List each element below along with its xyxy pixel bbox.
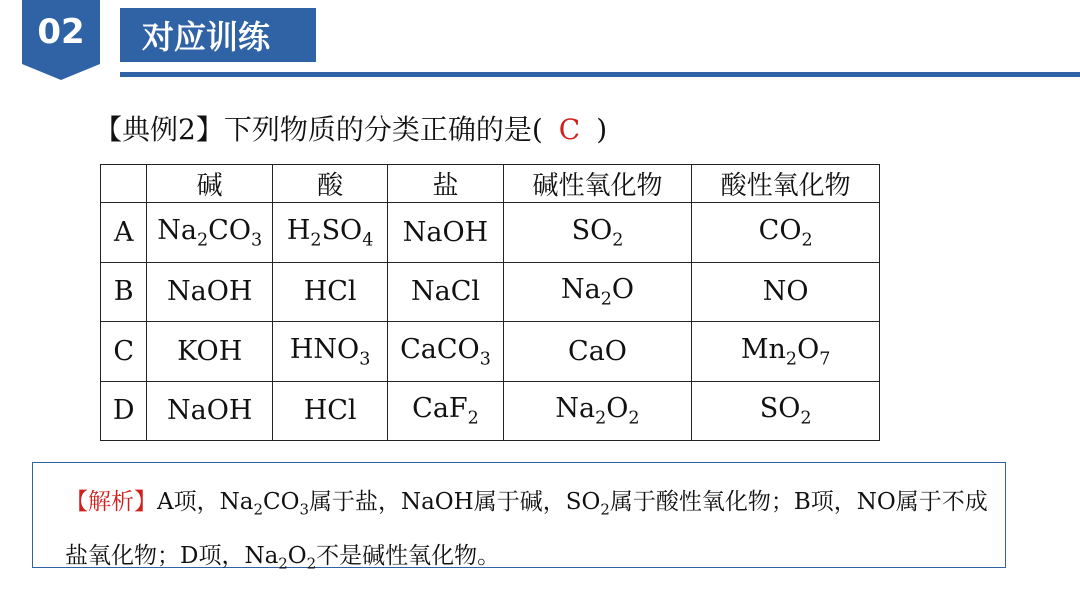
section-title: 对应训练 xyxy=(120,8,316,62)
table-row xyxy=(101,322,880,382)
option-label: D xyxy=(101,381,147,441)
table-cell: NO xyxy=(692,262,880,322)
table-cell: $HNO_3$ xyxy=(272,322,387,382)
table-cell: KOH xyxy=(147,322,273,382)
table-header-row xyxy=(101,165,880,203)
table-cell: HCl xyxy=(272,381,387,441)
table-body xyxy=(101,203,880,441)
table-cell: $CO_2$ xyxy=(692,203,880,263)
question-stem xyxy=(94,108,607,148)
header-divider xyxy=(120,72,1080,77)
question-prefix: 【典例2】下列物质的分类正确的是( xyxy=(94,113,543,146)
table-row xyxy=(101,203,880,263)
option-label: C xyxy=(101,322,147,382)
column-header: 碱 xyxy=(147,165,273,203)
table-cell: $Mn_2O_7$ xyxy=(692,322,880,382)
table-cell: NaCl xyxy=(388,262,503,322)
table-cell: $SO_2$ xyxy=(692,381,880,441)
table-cell: NaOH xyxy=(388,203,503,263)
table-cell: $Na_2O$ xyxy=(503,262,692,322)
table-cell: $Na_2CO_3$ xyxy=(147,203,273,263)
table-row xyxy=(101,381,880,441)
table-row xyxy=(101,262,880,322)
column-header: 碱性氧化物 xyxy=(503,165,692,203)
section-number-badge: 02 xyxy=(22,0,100,64)
table-cell: $Na_2O_2$ xyxy=(503,381,692,441)
column-header xyxy=(101,165,147,203)
option-label: B xyxy=(101,262,147,322)
table-cell: CaCO$_3$ xyxy=(388,322,503,382)
analysis-text: A项，$Na_2CO_3$属于盐，NaOH属于碱，$SO_2$属于酸性氧化物；B项，NO属于不成盐氧化物；D项，$Na_2O_2$不是碱性氧化物。 xyxy=(65,489,988,573)
option-label: A xyxy=(101,203,147,263)
column-header: 盐 xyxy=(388,165,503,203)
analysis-box xyxy=(32,462,1006,573)
table-cell: $SO_2$ xyxy=(503,203,692,263)
question-suffix: ) xyxy=(596,113,608,146)
table-cell: $H_2SO_4$ xyxy=(272,203,387,263)
table-cell: CaO xyxy=(503,322,692,382)
column-header: 酸性氧化物 xyxy=(692,165,880,203)
analysis-tag: 【解析】 xyxy=(65,489,157,515)
column-header: 酸 xyxy=(272,165,387,203)
classification-table xyxy=(100,164,880,441)
table-cell: CaF$_2$ xyxy=(388,381,503,441)
table-cell: HCl xyxy=(272,262,387,322)
answer-letter: C xyxy=(558,113,581,146)
table-cell: NaOH xyxy=(147,262,273,322)
table-cell: NaOH xyxy=(147,381,273,441)
